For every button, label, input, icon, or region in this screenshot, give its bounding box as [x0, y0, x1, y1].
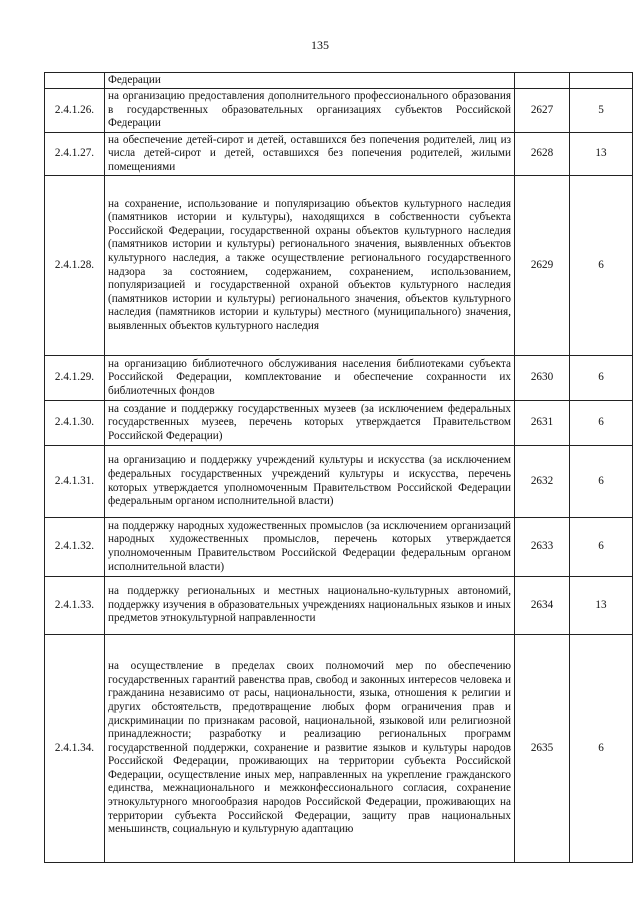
- table-row: [45, 89, 633, 133]
- row-value: 6: [570, 635, 633, 863]
- table-row: [45, 133, 633, 176]
- budget-classification-table: [44, 72, 633, 863]
- row-code: 2627: [515, 89, 570, 133]
- row-code: 2629: [515, 176, 570, 356]
- row-code: 2630: [515, 356, 570, 401]
- page-number: 135: [311, 38, 329, 52]
- table-row: [45, 446, 633, 518]
- row-description: на сохранение, использование и популяризацию объектов культурного наследия (памятников истории и культуры), находящихся в собственности субъекта Российской Федерации, государственной охраны объектов культурного наследия (памятников истории и культуры) регионального значения, выявленных объектов культурного наследия, а также осуществление регионального государственного надзора за состоянием, содержанием, сохранением, использованием, популяризацией и государственной охраной объектов культурного наследия (памятников истории и культуры) регионального значения, объектов культурного наследия (памятников истории и культуры) местного (муниципального) значения, выявленных объектов культурного наследия: [105, 176, 515, 356]
- row-number: 2.4.1.33.: [45, 577, 105, 635]
- row-code: 2628: [515, 133, 570, 176]
- row-value: 6: [570, 518, 633, 577]
- row-value: 5: [570, 89, 633, 133]
- row-value: [570, 73, 633, 89]
- row-description: на организацию предоставления дополнительного профессионального образования в государственных образовательных организациях субъектов Российской Федерации: [105, 89, 515, 133]
- row-description: на поддержку региональных и местных национально-культурных автономий, поддержку изучения в образовательных учреждениях национальных языков и иных предметов этнокультурной направленности: [105, 577, 515, 635]
- table-row: [45, 356, 633, 401]
- row-number: [45, 73, 105, 89]
- row-description: Федерации: [105, 73, 515, 89]
- table-row: [45, 401, 633, 446]
- table-row: [45, 73, 633, 89]
- row-number: 2.4.1.26.: [45, 89, 105, 133]
- table-row: [45, 518, 633, 577]
- table-row: [45, 176, 633, 356]
- row-number: 2.4.1.31.: [45, 446, 105, 518]
- table-row: [45, 577, 633, 635]
- row-number: 2.4.1.34.: [45, 635, 105, 863]
- row-value: 6: [570, 401, 633, 446]
- row-value: 6: [570, 176, 633, 356]
- row-number: 2.4.1.27.: [45, 133, 105, 176]
- table-row: [45, 635, 633, 863]
- row-number: 2.4.1.29.: [45, 356, 105, 401]
- row-description: на организацию библиотечного обслуживания населения библиотеками субъекта Российской Федерации, комплектование и обеспечение сохранности их библиотечных фондов: [105, 356, 515, 401]
- row-code: 2632: [515, 446, 570, 518]
- row-description: на поддержку народных художественных промыслов (за исключением организаций народных художественных промыслов, перечень которых утверждается уполномоченным Правительством Российской Федерации федеральным органом исполнительной власти): [105, 518, 515, 577]
- row-description: на создание и поддержку государственных музеев (за исключением федеральных государственных музеев, перечень которых утверждается Правительством Российской Федерации): [105, 401, 515, 446]
- row-code: 2634: [515, 577, 570, 635]
- row-number: 2.4.1.28.: [45, 176, 105, 356]
- row-value: 13: [570, 133, 633, 176]
- row-value: 6: [570, 356, 633, 401]
- row-value: 6: [570, 446, 633, 518]
- row-value: 13: [570, 577, 633, 635]
- row-description: на организацию и поддержку учреждений культуры и искусства (за исключением федеральных государственных учреждений культуры и искусства, перечень которых утверждается уполномоченным Правительством Российской Федерации федеральным органом исполнительной власти): [105, 446, 515, 518]
- row-code: 2635: [515, 635, 570, 863]
- row-number: 2.4.1.30.: [45, 401, 105, 446]
- row-code: [515, 73, 570, 89]
- row-code: 2633: [515, 518, 570, 577]
- row-description: на обеспечение детей-сирот и детей, оставшихся без попечения родителей, лиц из числа детей-сирот и детей, оставшихся без попечения родителей, жилыми помещениями: [105, 133, 515, 176]
- row-code: 2631: [515, 401, 570, 446]
- row-description: на осуществление в пределах своих полномочий мер по обеспечению государственных гарантий равенства прав, свобод и законных интересов человека и гражданина независимо от расы, национальности, языка, отношения к религии и других обстоятельств, предотвращение любых форм ограничения прав и дискриминации по признакам расовой, национальной, языковой или религиозной принадлежности; разработку и реализацию региональных программ государственной поддержки, сохранение и развитие языков и культуры народов Российской Федерации, проживающих на территории субъекта Российской Федерации, осуществление иных мер, направленных на укрепление гражданского единства, межнационального и межконфессионального согласия, сохранение этнокультурного многообразия народов Российской Федерации, проживающих на территории субъекта Российской Федерации, защиту прав национальных меньшинств, социальную и культурную адаптацию: [105, 635, 515, 863]
- row-number: 2.4.1.32.: [45, 518, 105, 577]
